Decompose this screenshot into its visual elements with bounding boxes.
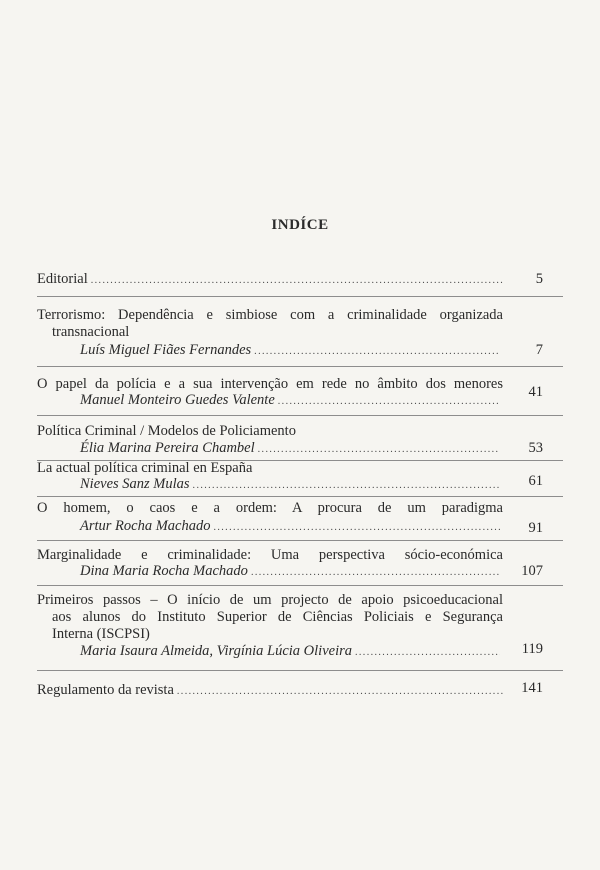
toc-entry-editorial[interactable] (37, 271, 503, 289)
divider (37, 585, 563, 586)
divider (37, 415, 563, 416)
entry-title-line[interactable]: Marginalidade e criminalidade: Uma perspectiva sócio-económica (37, 547, 503, 563)
entry-title-line[interactable]: O papel da polícia e a sua intervenção em rede no âmbito dos menores (37, 376, 503, 392)
toc-entry-author (80, 392, 500, 410)
entry-author: Manuel Monteiro Guedes Valente (80, 392, 275, 408)
toc-entry-regulamento[interactable] (37, 682, 503, 700)
dot-leader (213, 519, 500, 536)
page-number: 119 (521, 641, 543, 657)
divider (37, 296, 563, 297)
dot-leader (278, 393, 500, 410)
divider (37, 496, 563, 497)
toc-entry-author (80, 643, 500, 661)
entry-title-line[interactable]: La actual política criminal en España (37, 460, 253, 476)
dot-leader (254, 343, 500, 360)
entry-author: Luís Miguel Fiães Fernandes (80, 342, 252, 358)
toc-entry-author (80, 440, 500, 458)
entry-author: Artur Rocha Machado (80, 518, 211, 534)
entry-author: Élia Marina Pereira Chambel (80, 440, 255, 456)
page-number: 91 (528, 520, 543, 536)
page-number: 53 (528, 440, 543, 456)
entry-title-line[interactable]: O homem, o caos e a ordem: A procura de um paradigma (37, 500, 503, 516)
dot-leader (193, 477, 500, 494)
page-number: 141 (521, 680, 543, 696)
entry-title-line[interactable]: Terrorismo: Dependência e simbiose com a criminalidade organizada (37, 307, 503, 323)
entry-title-line[interactable]: aos alunos do Instituto Superior de Ciências Policiais e Segurança (52, 609, 503, 625)
page-number: 61 (528, 473, 543, 489)
entry-title-line[interactable]: transnacional (52, 324, 130, 340)
toc-entry-author (80, 476, 500, 494)
page-title: INDÍCE (271, 217, 329, 233)
entry-author: Dina Maria Rocha Machado (80, 563, 248, 579)
divider (37, 540, 563, 541)
page-number: 41 (528, 384, 543, 400)
dot-leader (355, 644, 500, 661)
dot-leader (258, 441, 500, 458)
toc-entry-author (80, 342, 500, 360)
divider (37, 670, 563, 671)
entry-author: Maria Isaura Almeida, Virgínia Lúcia Oliveira (80, 643, 352, 659)
entry-title-line[interactable]: Primeiros passos – O início de um projecto de apoio psicoeducacional (37, 592, 503, 608)
page-number: 7 (535, 342, 543, 358)
entry-title-line[interactable]: Política Criminal / Modelos de Policiamento (37, 423, 296, 439)
entry-author: Nieves Sanz Mulas (80, 476, 190, 492)
dot-leader (177, 683, 503, 700)
entry-title: Regulamento da revista (37, 682, 174, 698)
toc-entry-author (80, 563, 500, 581)
page-number: 5 (535, 271, 543, 287)
dot-leader (251, 564, 500, 581)
page-number: 107 (521, 563, 543, 579)
entry-title: Editorial (37, 271, 88, 287)
divider (37, 366, 563, 367)
dot-leader (91, 272, 503, 289)
toc-entry-author (80, 518, 500, 536)
entry-title-line[interactable]: Interna (ISCPSI) (52, 626, 150, 642)
